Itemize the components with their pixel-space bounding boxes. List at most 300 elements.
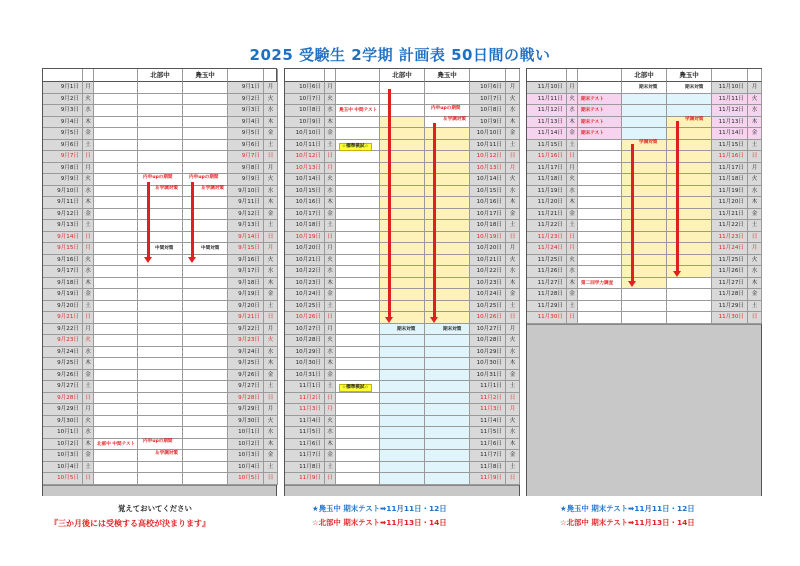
calendar-row <box>527 128 761 140</box>
date-cell: 9月15日 <box>43 243 83 255</box>
event-cell <box>578 301 622 313</box>
weekday-cell: 日 <box>567 151 578 163</box>
weekday-cell: 土 <box>325 220 336 232</box>
date-cell-right: 9月13日 <box>228 220 264 232</box>
weekday-cell: 日 <box>83 151 94 163</box>
header-date-cell-right <box>712 69 748 82</box>
event-cell <box>94 243 138 255</box>
date-cell: 11月16日 <box>527 151 567 163</box>
school-right-cell <box>183 266 228 278</box>
weekday-cell-right: 土 <box>748 301 762 313</box>
schedule-note: 期末対策 <box>685 85 704 91</box>
weekday-cell: 木 <box>325 197 336 209</box>
school-right-cell <box>667 105 712 117</box>
calendar-row <box>43 462 276 474</box>
date-cell-right: 11月20日 <box>712 197 748 209</box>
calendar-row <box>43 128 276 140</box>
weekday-cell-right: 金 <box>506 370 520 382</box>
date-cell-right: 9月14日 <box>228 232 264 244</box>
school-left-cell <box>622 243 667 255</box>
weekday-cell-right: 水 <box>264 347 278 359</box>
date-cell: 10月20日 <box>285 243 325 255</box>
date-cell: 9月9日 <box>43 174 83 186</box>
calendar-row <box>527 163 761 175</box>
weekday-cell-right: 水 <box>506 427 520 439</box>
panel3-exam-note-2: ☆北部中 期末テスト➡11月13日・14日 <box>560 518 695 527</box>
date-cell-right: 10月17日 <box>470 209 506 221</box>
event-cell <box>578 266 622 278</box>
weekday-cell-right: 日 <box>264 151 278 163</box>
school-right-cell <box>183 232 228 244</box>
calendar-row <box>43 278 276 290</box>
school-right-cell <box>183 358 228 370</box>
school-left-cell <box>380 416 425 428</box>
school-left-cell <box>138 163 183 175</box>
header-date-cell <box>527 69 567 82</box>
school-right-cell <box>667 186 712 198</box>
calendar-row <box>43 370 276 382</box>
date-cell-right: 10月6日 <box>470 82 506 94</box>
calendar-row <box>285 289 519 301</box>
event-cell <box>94 301 138 313</box>
weekday-cell-right: 月 <box>264 324 278 336</box>
school-right-cell <box>183 416 228 428</box>
event-cell <box>336 358 380 370</box>
weekday-cell: 金 <box>83 450 94 462</box>
school-left-cell <box>138 312 183 324</box>
school-right-cell <box>425 347 470 359</box>
weekday-cell-right: 水 <box>506 105 520 117</box>
date-cell-right: 9月16日 <box>228 255 264 267</box>
school-right-cell <box>183 347 228 359</box>
date-cell: 10月23日 <box>285 278 325 290</box>
school-right-cell <box>183 220 228 232</box>
school-right-cell <box>425 416 470 428</box>
date-cell-right: 10月5日 <box>228 473 264 485</box>
weekday-cell-right: 火 <box>264 255 278 267</box>
calendar-row <box>43 427 276 439</box>
date-cell-right: 10月28日 <box>470 335 506 347</box>
date-cell-right: 11月2日 <box>470 393 506 405</box>
date-cell-right: 11月13日 <box>712 117 748 129</box>
header-event-cell <box>94 69 138 82</box>
school-left-cell <box>138 94 183 106</box>
weekday-cell: 金 <box>325 128 336 140</box>
date-cell-right: 9月26日 <box>228 370 264 382</box>
date-cell: 10月2日 <box>43 439 83 451</box>
weekday-cell-right: 月 <box>748 243 762 255</box>
school-left-cell <box>380 255 425 267</box>
date-cell: 9月6日 <box>43 140 83 152</box>
calendar-row <box>527 174 761 186</box>
calendar-row <box>285 427 519 439</box>
weekday-cell: 木 <box>83 117 94 129</box>
date-cell-right: 11月29日 <box>712 301 748 313</box>
schedule-note: 学調対策 <box>685 117 704 123</box>
date-cell-right: 11月14日 <box>712 128 748 140</box>
header-event-cell <box>578 69 622 82</box>
date-cell-right: 11月23日 <box>712 232 748 244</box>
event-cell <box>336 117 380 129</box>
weekday-cell-right: 土 <box>264 381 278 393</box>
date-cell-right: 11月1日 <box>470 381 506 393</box>
weekday-cell-right: 木 <box>264 117 278 129</box>
date-cell: 9月28日 <box>43 393 83 405</box>
date-cell: 11月24日 <box>527 243 567 255</box>
calendar-row <box>43 335 276 347</box>
date-cell-right: 10月20日 <box>470 243 506 255</box>
weekday-cell: 日 <box>83 473 94 485</box>
date-cell: 11月4日 <box>285 416 325 428</box>
event-cell <box>336 186 380 198</box>
event-cell <box>336 220 380 232</box>
period-arrow-icon <box>191 182 194 259</box>
date-cell: 11月1日 <box>285 381 325 393</box>
event-cell <box>94 163 138 175</box>
calendar-row <box>285 462 519 474</box>
event-cell <box>94 105 138 117</box>
date-cell-right: 10月25日 <box>470 301 506 313</box>
date-cell-right: 9月3日 <box>228 105 264 117</box>
school-left-cell <box>622 301 667 313</box>
calendar-row <box>285 416 519 428</box>
schedule-note: ＆学調対策 <box>155 450 178 456</box>
date-cell: 10月4日 <box>43 462 83 474</box>
period-arrow-icon <box>676 121 679 273</box>
header-row <box>285 69 519 82</box>
calendar-row <box>527 266 761 278</box>
panel3-exam-note-1: ★鳧玉中 期末テスト➡11月11日・12日 <box>560 504 695 513</box>
weekday-cell: 金 <box>325 289 336 301</box>
schedule-note: 期末テスト <box>581 119 604 125</box>
weekday-cell: 火 <box>83 416 94 428</box>
schedule-note: 期末テスト <box>581 108 604 114</box>
school-right-cell <box>667 289 712 301</box>
school-left-cell <box>380 266 425 278</box>
weekday-cell: 日 <box>83 393 94 405</box>
date-cell: 11月10日 <box>527 82 567 94</box>
event-cell <box>94 312 138 324</box>
weekday-cell: 金 <box>83 209 94 221</box>
schedule-note: 内申upの期間 <box>143 174 173 180</box>
weekday-cell: 月 <box>325 163 336 175</box>
weekday-cell: 火 <box>325 416 336 428</box>
date-cell: 10月12日 <box>285 151 325 163</box>
weekday-cell-right: 日 <box>264 473 278 485</box>
date-cell-right: 11月22日 <box>712 220 748 232</box>
weekday-cell-right: 火 <box>264 94 278 106</box>
weekday-cell-right: 水 <box>506 186 520 198</box>
calendar-row <box>43 312 276 324</box>
weekday-cell: 火 <box>325 174 336 186</box>
event-cell <box>578 82 622 94</box>
school-right-cell <box>183 163 228 175</box>
weekday-cell-right: 月 <box>748 163 762 175</box>
school-right-cell <box>425 220 470 232</box>
date-cell-right: 9月25日 <box>228 358 264 370</box>
weekday-cell: 火 <box>83 174 94 186</box>
calendar-row <box>43 381 276 393</box>
date-cell-right: 11月18日 <box>712 174 748 186</box>
date-cell: 9月30日 <box>43 416 83 428</box>
weekday-cell-right: 火 <box>506 174 520 186</box>
school-right-cell <box>667 243 712 255</box>
school-left-cell <box>380 278 425 290</box>
weekday-cell: 土 <box>83 462 94 474</box>
school-left-cell <box>622 163 667 175</box>
weekday-cell: 土 <box>83 140 94 152</box>
school-right-cell <box>667 301 712 313</box>
date-cell: 10月7日 <box>285 94 325 106</box>
weekday-cell: 水 <box>325 266 336 278</box>
event-cell <box>336 370 380 382</box>
header-date-cell-right <box>470 69 506 82</box>
school-left-cell <box>138 393 183 405</box>
calendar-row <box>285 301 519 313</box>
date-cell: 11月2日 <box>285 393 325 405</box>
weekday-cell-right: 火 <box>264 416 278 428</box>
school-left-cell <box>138 140 183 152</box>
school-left-cell <box>138 105 183 117</box>
event-cell <box>336 209 380 221</box>
school-left-cell <box>380 427 425 439</box>
school-left-cell <box>138 462 183 474</box>
school-right-cell <box>183 370 228 382</box>
weekday-cell: 金 <box>567 209 578 221</box>
school-left-cell <box>380 473 425 485</box>
event-cell <box>336 301 380 313</box>
school-left-cell <box>380 439 425 451</box>
weekday-cell: 月 <box>83 324 94 336</box>
school-left-cell <box>622 289 667 301</box>
calendar-row <box>527 117 761 129</box>
weekday-cell: 水 <box>325 427 336 439</box>
weekday-cell: 土 <box>83 301 94 313</box>
weekday-cell: 月 <box>325 82 336 94</box>
date-cell: 10月14日 <box>285 174 325 186</box>
date-cell-right: 11月11日 <box>712 94 748 106</box>
school-left-cell <box>138 324 183 336</box>
date-cell: 11月30日 <box>527 312 567 324</box>
school-right-cell <box>425 151 470 163</box>
weekday-cell-right: 木 <box>748 197 762 209</box>
calendar-row <box>527 220 761 232</box>
weekday-cell-right: 木 <box>506 197 520 209</box>
school-left-cell <box>138 220 183 232</box>
unused-area <box>43 485 276 497</box>
schedule-note: 期末対策 <box>443 326 462 332</box>
weekday-cell: 水 <box>83 347 94 359</box>
school-right-cell <box>425 94 470 106</box>
event-cell <box>94 278 138 290</box>
date-cell-right: 9月22日 <box>228 324 264 336</box>
school-right-cell <box>183 381 228 393</box>
school-left-cell <box>138 278 183 290</box>
date-cell: 9月11日 <box>43 197 83 209</box>
weekday-cell-right: 木 <box>264 358 278 370</box>
school-left-cell <box>138 404 183 416</box>
schedule-note: ＆学調対策 <box>443 117 466 123</box>
header-school-right: 鳧玉中 <box>425 69 470 82</box>
date-cell-right: 11月30日 <box>712 312 748 324</box>
school-left-cell <box>380 186 425 198</box>
school-right-cell <box>183 473 228 485</box>
event-cell <box>336 473 380 485</box>
calendar-row <box>527 243 761 255</box>
weekday-cell-right: 日 <box>506 232 520 244</box>
event-cell <box>94 473 138 485</box>
date-cell: 11月5日 <box>285 427 325 439</box>
date-cell: 11月6日 <box>285 439 325 451</box>
school-left-cell <box>380 232 425 244</box>
school-right-cell <box>183 324 228 336</box>
date-cell-right: 10月7日 <box>470 94 506 106</box>
school-left-cell <box>138 289 183 301</box>
header-day-cell-right <box>264 69 278 82</box>
schedule-note: 中間対策 <box>201 246 220 252</box>
school-right-cell <box>425 301 470 313</box>
date-cell-right: 10月29日 <box>470 347 506 359</box>
weekday-cell-right: 日 <box>506 151 520 163</box>
event-cell <box>336 404 380 416</box>
calendar-row <box>285 209 519 221</box>
weekday-cell-right: 土 <box>506 140 520 152</box>
school-left-cell <box>138 117 183 129</box>
school-right-cell <box>425 381 470 393</box>
date-cell-right: 11月6日 <box>470 439 506 451</box>
event-cell <box>578 243 622 255</box>
header-school-left: 北部中 <box>138 69 183 82</box>
weekday-cell-right: 木 <box>506 117 520 129</box>
period-arrow-icon <box>147 182 150 259</box>
date-cell: 10月3日 <box>43 450 83 462</box>
weekday-cell-right: 土 <box>264 301 278 313</box>
school-left-cell <box>622 151 667 163</box>
weekday-cell: 日 <box>325 232 336 244</box>
date-cell-right: 11月15日 <box>712 140 748 152</box>
weekday-cell: 日 <box>325 151 336 163</box>
event-cell <box>336 439 380 451</box>
schedule-note: 第二回学力調査 <box>581 280 614 286</box>
event-cell <box>336 427 380 439</box>
event-cell <box>94 232 138 244</box>
weekday-cell: 水 <box>83 105 94 117</box>
school-right-cell <box>183 427 228 439</box>
event-cell <box>578 151 622 163</box>
date-cell-right: 9月10日 <box>228 186 264 198</box>
schedule-note: 期末テスト <box>581 96 604 102</box>
date-cell: 10月6日 <box>285 82 325 94</box>
school-left-cell <box>380 174 425 186</box>
date-cell: 10月11日 <box>285 140 325 152</box>
school-left-cell <box>380 450 425 462</box>
event-cell <box>94 358 138 370</box>
calendar-row <box>43 94 276 106</box>
event-cell <box>94 381 138 393</box>
weekday-cell-right: 水 <box>506 347 520 359</box>
date-cell: 11月26日 <box>527 266 567 278</box>
weekday-cell-right: 日 <box>748 312 762 324</box>
school-right-cell <box>425 335 470 347</box>
school-right-cell <box>667 209 712 221</box>
date-cell: 10月10日 <box>285 128 325 140</box>
date-cell-right: 9月21日 <box>228 312 264 324</box>
weekday-cell: 水 <box>325 186 336 198</box>
page-title: 2025 受験生 2学期 計画表 50日間の戦い <box>249 46 551 64</box>
date-cell: 10月18日 <box>285 220 325 232</box>
school-left-cell <box>138 232 183 244</box>
event-cell <box>336 312 380 324</box>
school-left-cell <box>138 370 183 382</box>
date-cell-right: 11月8日 <box>470 462 506 474</box>
calendar-row <box>285 174 519 186</box>
event-cell <box>94 370 138 382</box>
weekday-cell-right: 木 <box>264 439 278 451</box>
calendar-row <box>527 105 761 117</box>
header-event-cell <box>336 69 380 82</box>
school-left-cell <box>380 220 425 232</box>
school-left-cell <box>622 209 667 221</box>
header-day-cell <box>567 69 578 82</box>
date-cell-right: 9月17日 <box>228 266 264 278</box>
school-left-cell <box>380 381 425 393</box>
header-school-right: 鳧玉中 <box>667 69 712 82</box>
school-right-cell <box>667 140 712 152</box>
unused-area <box>285 485 519 497</box>
weekday-cell-right: 土 <box>748 220 762 232</box>
date-cell: 9月22日 <box>43 324 83 336</box>
school-left-cell <box>138 473 183 485</box>
weekday-cell-right: 金 <box>748 209 762 221</box>
calendar-panel-october <box>284 68 520 496</box>
date-cell: 9月20日 <box>43 301 83 313</box>
school-right-cell <box>183 335 228 347</box>
weekday-cell: 月 <box>83 404 94 416</box>
schedule-note: ＆学調対策 <box>201 186 224 192</box>
date-cell-right: 11月4日 <box>470 416 506 428</box>
date-cell-right: 10月31日 <box>470 370 506 382</box>
calendar-row <box>43 220 276 232</box>
school-left-cell <box>622 117 667 129</box>
weekday-cell-right: 月 <box>506 163 520 175</box>
date-cell-right: 10月16日 <box>470 197 506 209</box>
date-cell: 9月14日 <box>43 232 83 244</box>
school-right-cell <box>183 312 228 324</box>
calendar-row <box>527 278 761 290</box>
date-cell-right: 9月6日 <box>228 140 264 152</box>
school-right-cell <box>425 404 470 416</box>
weekday-cell-right: 木 <box>748 278 762 290</box>
school-right-cell <box>667 232 712 244</box>
weekday-cell: 月 <box>325 243 336 255</box>
date-cell: 11月8日 <box>285 462 325 474</box>
school-right-cell <box>425 439 470 451</box>
school-left-cell <box>138 381 183 393</box>
weekday-cell-right: 金 <box>506 128 520 140</box>
date-cell-right: 9月7日 <box>228 151 264 163</box>
school-left-cell <box>138 427 183 439</box>
date-cell-right: 10月3日 <box>228 450 264 462</box>
calendar-row <box>285 243 519 255</box>
calendar-row <box>285 266 519 278</box>
event-cell <box>336 324 380 336</box>
school-right-cell <box>183 289 228 301</box>
calendar-row <box>285 220 519 232</box>
school-left-cell <box>138 197 183 209</box>
calendar-row <box>527 186 761 198</box>
calendar-panel-september <box>42 68 277 496</box>
weekday-cell-right: 火 <box>506 255 520 267</box>
